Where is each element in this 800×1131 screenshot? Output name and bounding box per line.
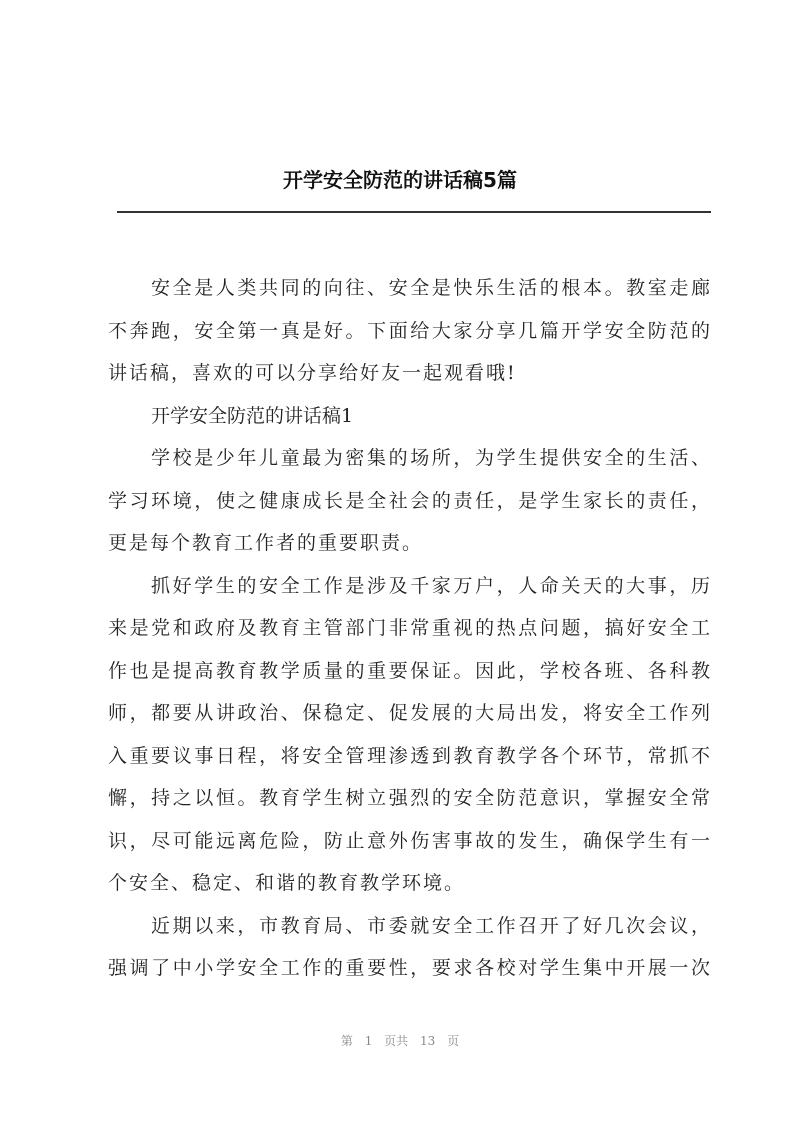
- paragraph-line: 近期以来，市教育局、市委就安全工作召开了好几次会议，: [151, 914, 712, 937]
- heading-text: 开学安全防范的讲话稿1: [151, 404, 354, 427]
- paragraph: [108, 565, 712, 905]
- paragraph-line: 抓好学生的安全工作是涉及千家万户，人命关天的大事，历: [151, 574, 712, 597]
- paragraph-line: 不奔跑，安全第一真是好。下面给大家分享几篇开学安全防范的: [108, 319, 712, 342]
- paragraph-line: 识，尽可能远离危险，防止意外伤害事故的发生，确保学生有一: [108, 829, 712, 852]
- paragraph-line: 作也是提高教育教学质量的重要保证。因此，学校各班、各科教: [108, 659, 712, 682]
- paragraph-line: 强调了中小学安全工作的重要性，要求各校对学生集中开展一次: [108, 957, 712, 979]
- document-title: 开学安全防范的讲话稿5篇: [283, 168, 517, 192]
- paragraph-line: 入重要议事日程，将安全管理渗透到教育教学各个环节，常抓不: [108, 744, 712, 767]
- paragraph-line: 安全是人类共同的向往、安全是快乐生活的根本。教室走廊: [151, 277, 712, 299]
- section-heading: [108, 395, 712, 438]
- paragraph-line: 懈，持之以恒。教育学生树立强烈的安全防范意识，掌握安全常: [108, 787, 712, 809]
- page-number-footer: 第 1 页共 13 页: [340, 1034, 460, 1048]
- paragraph: [108, 437, 712, 565]
- paragraph: [108, 905, 712, 990]
- title-divider: [117, 211, 711, 213]
- document-body: [108, 267, 712, 990]
- paragraph: [108, 267, 712, 395]
- paragraph-line: 讲话稿，喜欢的可以分享给好友一起观看哦!: [108, 362, 517, 384]
- paragraph-line: 师，都要从讲政治、保稳定、促发展的大局出发，将安全工作列: [108, 702, 712, 724]
- paragraph-line: 个安全、稳定、和谐的教育教学环境。: [108, 872, 466, 894]
- paragraph-line: 更是每个教育工作者的重要职责。: [108, 532, 424, 554]
- paragraph-line: 学校是少年儿童最为密集的场所，为学生提供安全的生活、: [151, 447, 712, 469]
- paragraph-line: 学习环境，使之健康成长是全社会的责任，是学生家长的责任，: [108, 489, 712, 512]
- paragraph-line: 来是党和政府及教育主管部门非常重视的热点问题，搞好安全工: [108, 617, 712, 639]
